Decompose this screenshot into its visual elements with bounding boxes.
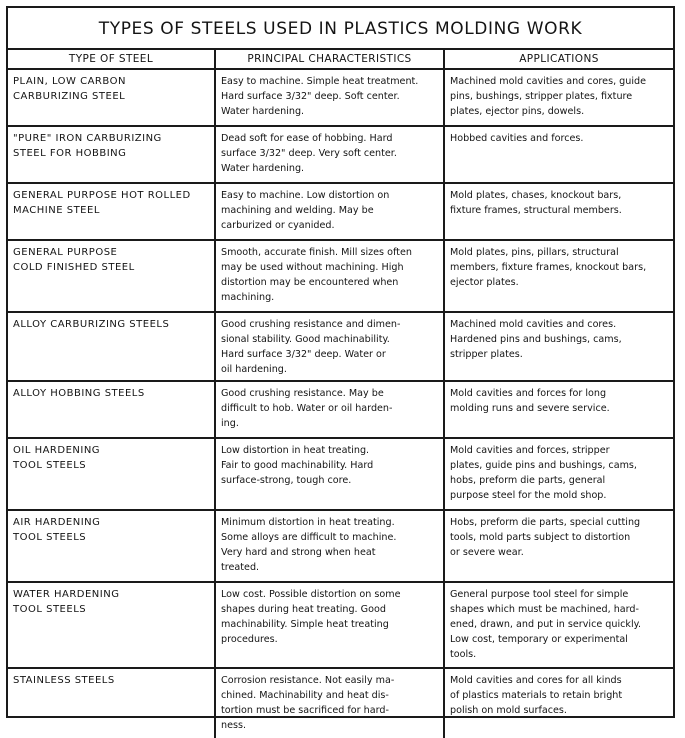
cell-line: difficult to hob. Water or oil harden- [221,403,393,414]
cell-line: procedures. [221,634,278,645]
cell-line: TOOL STEELS [13,532,87,543]
cell-line: hobs, preform die parts, general [450,475,606,486]
cell-line: sional stability. Good machinability. [221,334,390,345]
cell-line: purpose steel for the mold shop. [450,490,607,501]
cell-line: Mold plates, chases, knockout bars, [450,190,622,201]
cell-line: machinability. Simple heat treating [221,619,389,630]
table-row [8,381,673,438]
cell-line: shapes which must be machined, hard- [450,604,639,615]
cell-line: STAINLESS STEELS [13,675,115,686]
cell-line: surface-strong, tough core. [221,475,352,486]
cell-line: Good crushing resistance and dimen- [221,319,401,330]
cell-line: Mold cavities and forces for long [450,388,607,399]
applications-cell [444,312,673,381]
cell-line: Water hardening. [221,163,305,174]
cell-line: or severe wear. [450,547,524,558]
cell-line: AIR HARDENING [13,517,101,528]
characteristics-cell [215,510,444,582]
steel-type-cell [8,69,215,126]
cell-line: Fair to good machinability. Hard [221,460,374,471]
cell-line: TOOL STEELS [13,460,87,471]
steel-types-table [8,50,673,738]
cell-line: Machined mold cavities and cores, guide [450,76,646,87]
steel-type-cell [8,240,215,312]
applications-cell [444,126,673,183]
characteristics-cell [215,312,444,381]
characteristics-cell [215,69,444,126]
cell-line: General purpose tool steel for simple [450,589,629,600]
characteristics-cell [215,668,444,738]
cell-line: Mold cavities and cores for all kinds [450,675,622,686]
cell-line: carburized or cyanided. [221,220,335,231]
cell-line: shapes during heat treating. Good [221,604,386,615]
table-row [8,69,673,126]
table-row [8,240,673,312]
cell-line: machining. [221,292,275,303]
cell-line: Water hardening. [221,106,305,117]
cell-line: plates, ejector pins, dowels. [450,106,585,117]
cell-line: Easy to machine. Simple heat treatment. [221,76,419,87]
applications-cell [444,69,673,126]
cell-line: machining and welding. May be [221,205,374,216]
cell-line: GENERAL PURPOSE HOT ROLLED [13,190,191,201]
applications-cell [444,668,673,738]
table-header-row [8,50,673,69]
characteristics-cell [215,240,444,312]
cell-line: Minimum distortion in heat treating. [221,517,395,528]
cell-line: Hard surface 3/32" deep. Soft center. [221,91,400,102]
cell-line: ALLOY CARBURIZING STEELS [13,319,170,330]
steel-types-document [6,6,675,731]
cell-line: CARBURIZING STEEL [13,91,126,102]
cell-line: Good crushing resistance. May be [221,388,384,399]
steel-type-cell [8,668,215,738]
cell-line: distortion may be encountered when [221,277,399,288]
cell-line: ejector plates. [450,277,519,288]
cell-line: WATER HARDENING [13,589,120,600]
cell-line: Corrosion resistance. Not easily ma- [221,675,395,686]
cell-line: Hobs, preform die parts, special cutting [450,517,641,528]
column-header-applications: APPLICATIONS [444,50,673,69]
steel-type-cell [8,381,215,438]
cell-line: oil hardening. [221,364,287,375]
cell-line: molding runs and severe service. [450,403,610,414]
characteristics-cell [215,381,444,438]
characteristics-cell [215,582,444,668]
table-row [8,438,673,510]
table-row [8,510,673,582]
cell-line: Low cost. Possible distortion on some [221,589,401,600]
cell-line: STEEL FOR HOBBING [13,148,127,159]
column-header-type: TYPE OF STEEL [8,50,215,69]
applications-cell [444,582,673,668]
cell-line: Hobbed cavities and forces. [450,133,584,144]
cell-line: MACHINE STEEL [13,205,100,216]
cell-line: Mold plates, pins, pillars, structural [450,247,619,258]
cell-line: Hard surface 3/32" deep. Water or [221,349,386,360]
steel-type-cell [8,438,215,510]
steel-type-cell [8,312,215,381]
cell-line: of plastics materials to retain bright [450,690,623,701]
applications-cell [444,240,673,312]
characteristics-cell [215,126,444,183]
characteristics-cell [215,183,444,240]
characteristics-cell [215,438,444,510]
cell-line: surface 3/32" deep. Very soft center. [221,148,397,159]
cell-line: treated. [221,562,260,573]
cell-line: polish on mold surfaces. [450,705,567,716]
cell-line: Easy to machine. Low distortion on [221,190,390,201]
cell-line: Hardened pins and bushings, cams, [450,334,622,345]
table-row [8,126,673,183]
cell-line: stripper plates. [450,349,523,360]
cell-line: "PURE" IRON CARBURIZING [13,133,162,144]
table-row [8,668,673,738]
cell-line: Low distortion in heat treating. [221,445,370,456]
column-header-characteristics: PRINCIPAL CHARACTERISTICS [215,50,444,69]
cell-line: ness. [221,720,247,731]
cell-line: members, fixture frames, knockout bars, [450,262,647,273]
cell-line: Dead soft for ease of hobbing. Hard [221,133,393,144]
cell-line: tools. [450,649,477,660]
applications-cell [444,438,673,510]
cell-line: plates, guide pins and bushings, cams, [450,460,637,471]
cell-line: OIL HARDENING [13,445,101,456]
table-row [8,312,673,381]
cell-line: ened, drawn, and put in service quickly. [450,619,641,630]
table-row [8,582,673,668]
steel-type-cell [8,510,215,582]
cell-line: GENERAL PURPOSE [13,247,118,258]
cell-line: fixture frames, structural members. [450,205,622,216]
cell-line: COLD FINISHED STEEL [13,262,135,273]
cell-line: ALLOY HOBBING STEELS [13,388,145,399]
steel-type-cell [8,183,215,240]
cell-line: may be used without machining. High [221,262,404,273]
cell-line: Smooth, accurate finish. Mill sizes often [221,247,412,258]
cell-line: chined. Machinability and heat dis- [221,690,389,701]
cell-line: Low cost, temporary or experimental [450,634,628,645]
applications-cell [444,183,673,240]
cell-line: Very hard and strong when heat [221,547,376,558]
cell-line: Some alloys are difficult to machine. [221,532,397,543]
cell-line: tortion must be sacrificed for hard- [221,705,389,716]
cell-line: PLAIN, LOW CARBON [13,76,126,87]
document-title: TYPES OF STEELS USED IN PLASTICS MOLDING WORK [8,8,673,50]
cell-line: TOOL STEELS [13,604,87,615]
steel-type-cell [8,582,215,668]
applications-cell [444,381,673,438]
steel-type-cell [8,126,215,183]
cell-line: Machined mold cavities and cores. [450,319,617,330]
cell-line: ing. [221,418,239,429]
applications-cell [444,510,673,582]
cell-line: tools, mold parts subject to distortion [450,532,631,543]
table-row [8,183,673,240]
cell-line: pins, bushings, stripper plates, fixture [450,91,633,102]
cell-line: Mold cavities and forces, stripper [450,445,610,456]
